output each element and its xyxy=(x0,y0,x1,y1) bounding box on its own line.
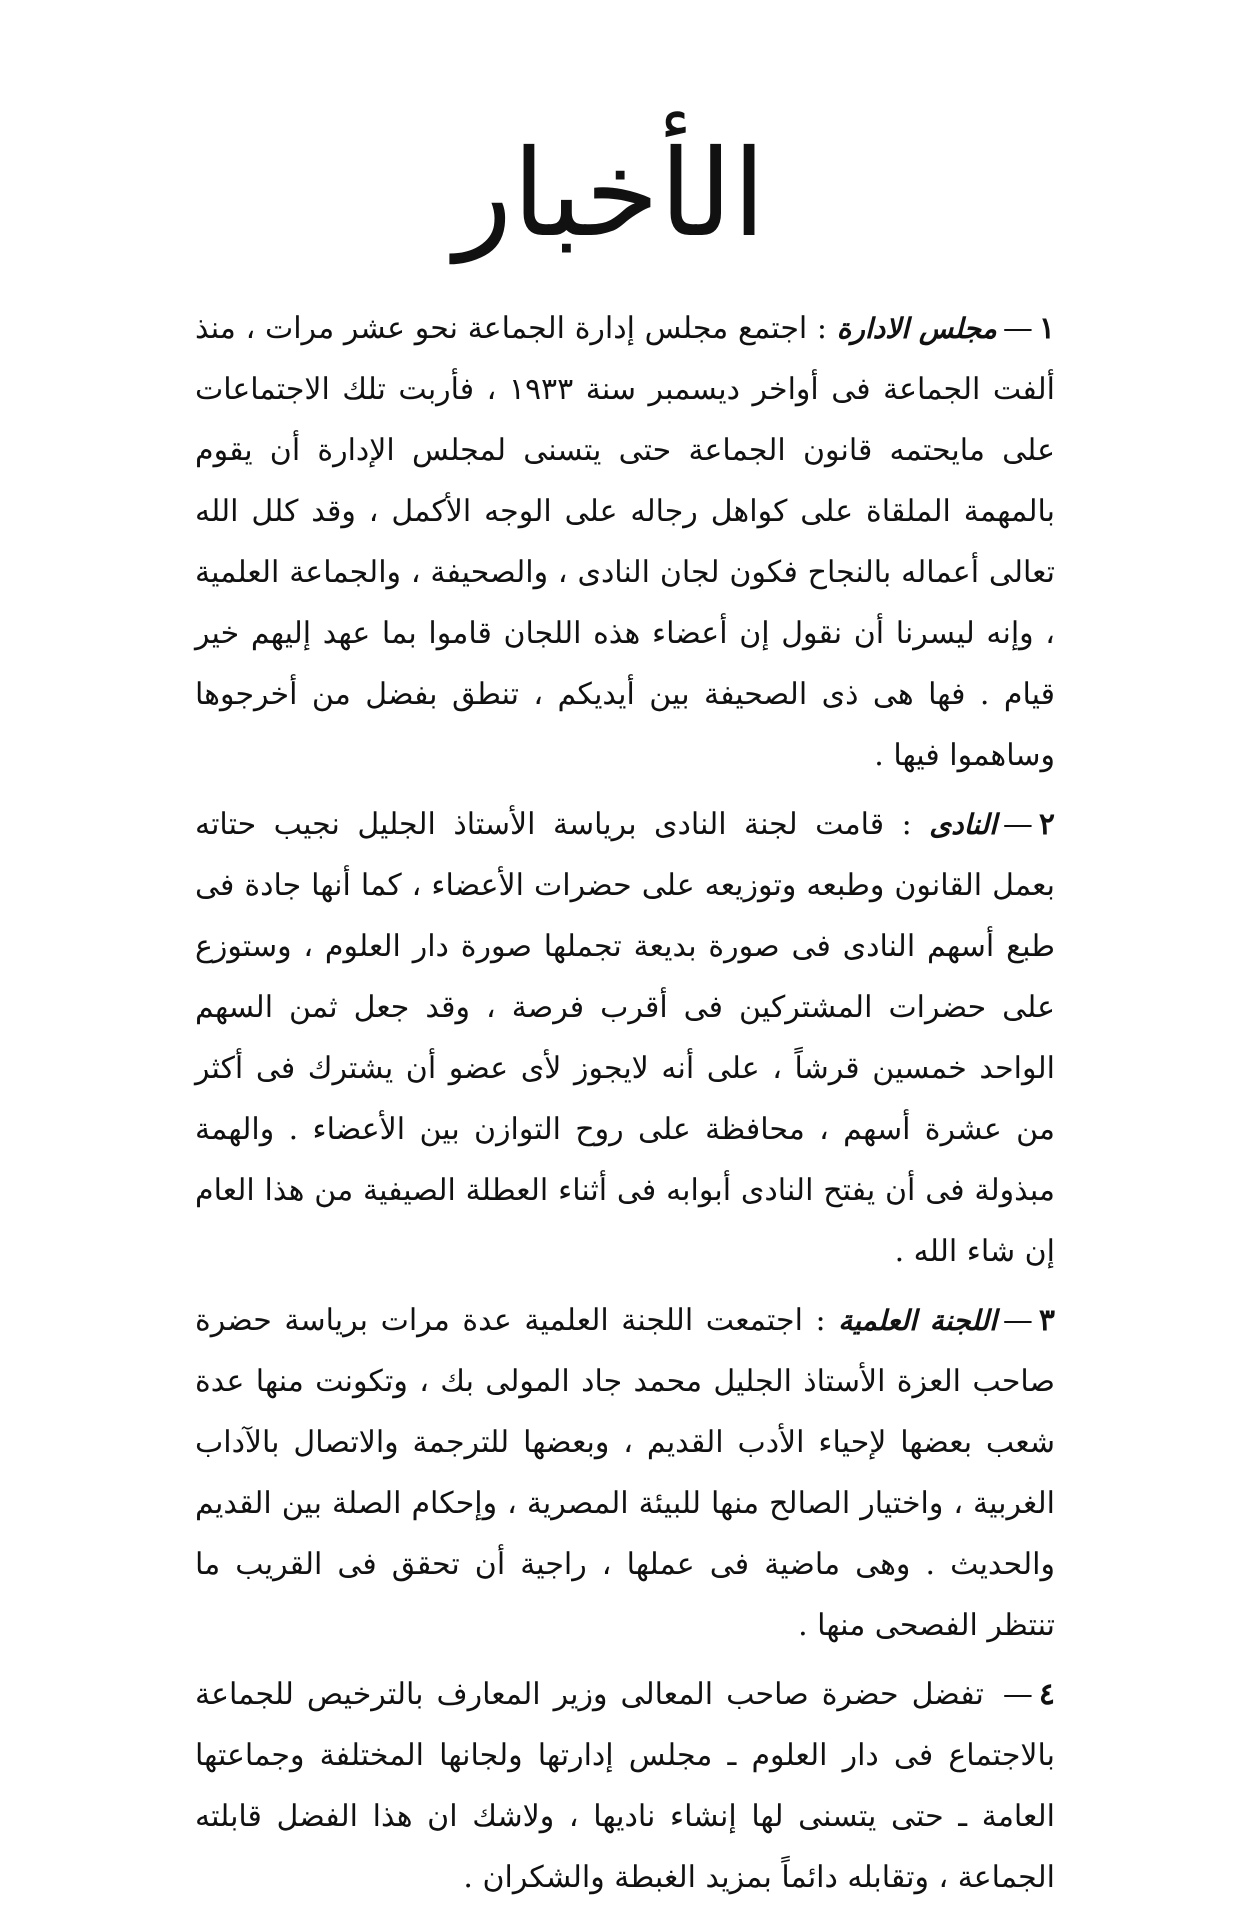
news-item-1 xyxy=(195,298,1055,786)
item-number: ٤ xyxy=(1038,1677,1055,1712)
item-number: ٢ xyxy=(1038,807,1055,842)
news-item-3 xyxy=(195,1290,1055,1656)
item-heading: مجلس الادارة xyxy=(836,312,997,345)
item-dash: — xyxy=(1002,1677,1033,1712)
item-heading: النادى xyxy=(929,808,997,841)
item-number: ١ xyxy=(1038,311,1055,346)
item-dash: — xyxy=(1002,807,1033,842)
item-text: : اجتمعت اللجنة العلمية عدة مرات برياسة حضرة صاحب العزة الأستاذ الجليل محمد جاد المولى بك ، وتكونت منها عدة شعب بعضها لإحياء الأدب القديم ، وبعضها للترجمة والاتصال بالآداب الغربية ، واختيار الصالح منها للبيئة المصرية ، وإحكام الصلة بين القديم والحديث . وهى ماضية فى عملها ، راجية أن تحقق فى القريب ما تنتظر الفصحى منها . xyxy=(195,1303,1055,1643)
page-title: الأخبار xyxy=(454,125,766,264)
item-dash: — xyxy=(1002,1303,1033,1338)
news-item-2 xyxy=(195,794,1055,1282)
item-text: تفضل حضرة صاحب المعالى وزير المعارف بالترخيص للجماعة بالاجتماع فى دار العلوم ـ مجلس إدارتها ولجانها المختلفة وجماعتها العامة ـ حتى يتسنى لها إنشاء ناديها ، ولاشك ان هذا الفضل قابلته الجماعة ، وتقابله دائماً بمزيد الغبطة والشكران . xyxy=(195,1677,1055,1895)
news-item-4 xyxy=(195,1664,1055,1908)
document-body xyxy=(195,298,1055,1908)
item-text: : قامت لجنة النادى برياسة الأستاذ الجليل نجيب حتاته بعمل القانون وطبعه وتوزيعه على حضرات الأعضاء ، كما أنها جادة فى طبع أسهم النادى فى صورة بديعة تجملها صورة دار العلوم ، وستوزع على حضرات المشتركين فى أقرب فرصة ، وقد جعل ثمن السهم الواحد خمسين قرشاً ، على أنه لايجوز لأى عضو أن يشترك فى أكثر من عشرة أسهم ، محافظة على روح التوازن بين الأعضاء . والهمة مبذولة فى أن يفتح النادى أبوابه فى أثناء العطلة الصيفية من هذا العام إن شاء الله . xyxy=(195,807,1056,1269)
item-number: ٣ xyxy=(1038,1303,1055,1338)
title-block xyxy=(440,100,780,290)
item-dash: — xyxy=(1002,311,1033,346)
item-heading: اللجنة العلمية xyxy=(838,1304,997,1337)
item-text: : اجتمع مجلس إدارة الجماعة نحو عشر مرات ، منذ ألفت الجماعة فى أواخر ديسمبر سنة ١٩٣٣ ، فأربت تلك الاجتماعات على مايحتمه قانون الجماعة حتى يتسنى لمجلس الإدارة أن يقوم بالمهمة الملقاة على كواهل رجاله على الوجه الأكمل ، وقد كلل الله تعالى أعماله بالنجاح فكون لجان النادى ، والصحيفة ، والجماعة العلمية ، وإنه ليسرنا أن نقول إن أعضاء هذه اللجان قاموا بما عهد إليهم خير قيام . فها هى ذى الصحيفة بين أيديكم ، تنطق بفضل من أخرجوها وساهموا فيها . xyxy=(195,311,1055,773)
